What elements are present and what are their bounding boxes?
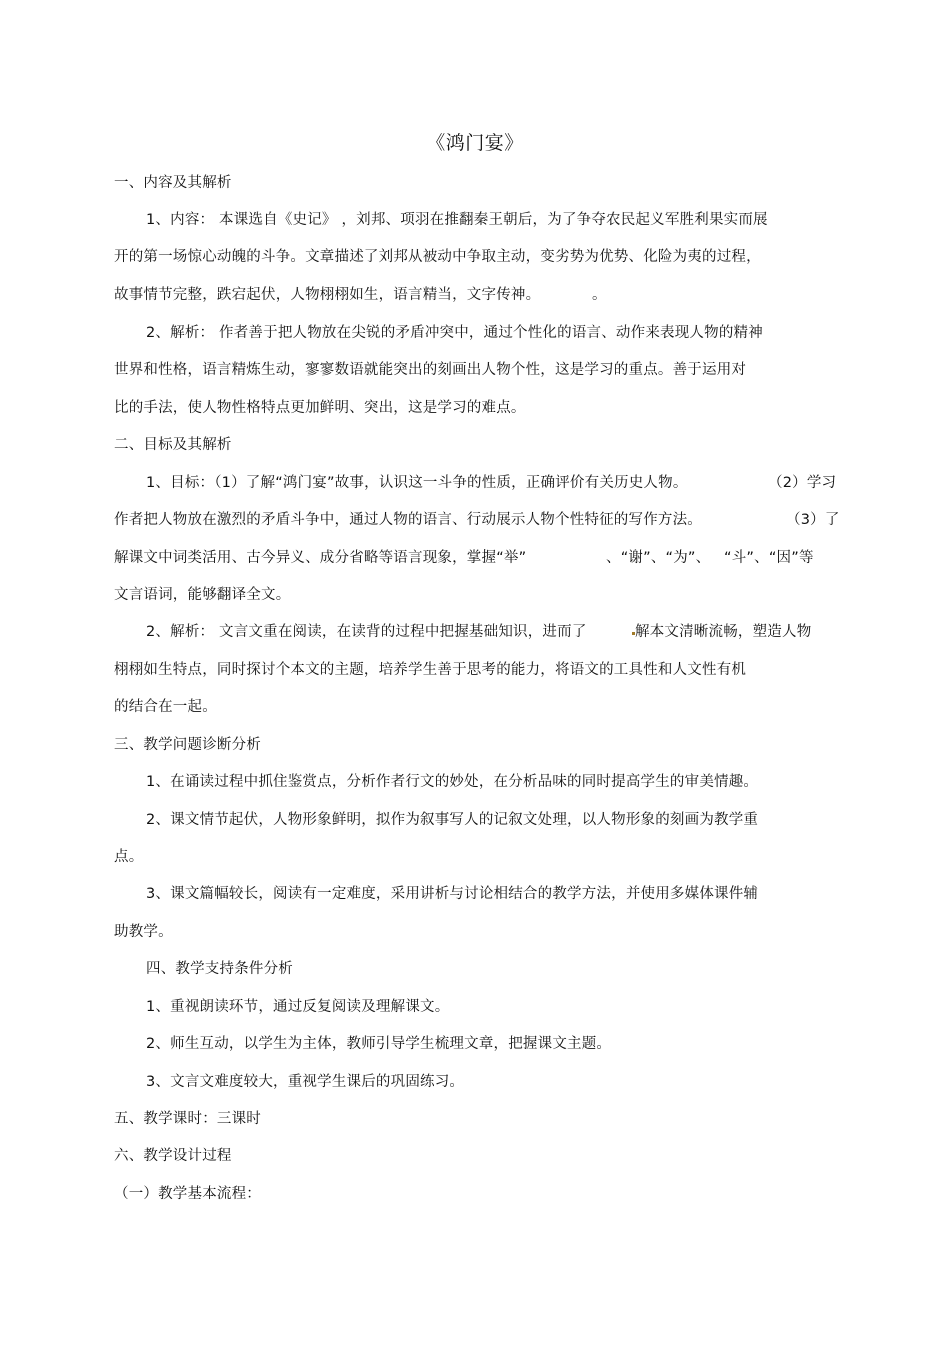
document-title: 《鸿门宴》 bbox=[426, 132, 524, 154]
paragraph-line: 比的手法，使人物性格特点更加鲜明、突出，这是学习的难点。 bbox=[114, 400, 526, 416]
paragraph-line: 的结合在一起。 bbox=[114, 699, 217, 715]
paragraph-line-fragment: 、“谢”、“为”、 bbox=[606, 550, 711, 566]
paragraph-line-fragment: （2）学习 bbox=[768, 475, 837, 491]
paragraph-line: 解课文中词类活用、古今异义、成分省略等语言现象，掌握“举” bbox=[114, 550, 527, 566]
paragraph-line: 栩栩如生特点，同时探讨个本文的主题，培养学生善于思考的能力，将语文的工具性和人文性有机 bbox=[114, 662, 747, 678]
paragraph-line-fragment: （3）了 bbox=[786, 512, 840, 528]
section-heading-5: 五、教学课时：三课时 bbox=[114, 1111, 261, 1127]
paragraph-line: 2、解析： 作者善于把人物放在尖锐的矛盾冲突中，通过个性化的语言、动作来表现人物的精神 bbox=[146, 325, 763, 341]
list-item: 3、文言文难度较大，重视学生课后的巩固练习。 bbox=[146, 1074, 465, 1090]
section-heading-6: 六、教学设计过程 bbox=[114, 1148, 232, 1164]
section-heading-1: 一、内容及其解析 bbox=[114, 175, 232, 191]
list-item-continuation: 点。 bbox=[114, 849, 144, 865]
paragraph-line: 1、内容： 本课选自《史记》 ，刘邦、项羽在推翻秦王朝后，为了争夺农民起义军胜利果实而展 bbox=[146, 212, 768, 228]
list-item: 2、课文情节起伏，人物形象鲜明，拟作为叙事写人的记叙文处理，以人物形象的刻画为教学重 bbox=[146, 812, 759, 828]
list-item: 1、重视朗读环节，通过反复阅读及理解课文。 bbox=[146, 999, 450, 1015]
list-item: 1、在诵读过程中抓住鉴赏点，分析作者行文的妙处，在分析品味的同时提高学生的审美情趣。 bbox=[146, 774, 759, 790]
section-heading-2: 二、目标及其解析 bbox=[114, 437, 232, 453]
paragraph-line-fragment bbox=[628, 622, 811, 642]
paragraph-line: 文言语词，能够翻译全文。 bbox=[114, 587, 291, 603]
paragraph-line: 2、解析： 文言文重在阅读，在读背的过程中把握基础知识，进而了 bbox=[146, 624, 587, 640]
paragraph-line: 开的第一场惊心动魄的斗争。文章描述了刘邦从被动中争取主动，变劣势为优势、化险为夷的过程， bbox=[114, 249, 761, 265]
list-item: 2、师生互动，以学生为主体，教师引导学生梳理文章，把握课文主题。 bbox=[146, 1036, 612, 1052]
paragraph-line: 1、目标：（1）了解“鸿门宴”故事，认识这一斗争的性质，正确评价有关历史人物。 bbox=[146, 475, 688, 491]
subsection-heading: （一）教学基本流程： bbox=[114, 1186, 261, 1202]
paragraph-line: 世界和性格，语言精炼生动，寥寥数语就能突出的刻画出人物个性，这是学习的重点。善于运用对 bbox=[114, 362, 747, 378]
paragraph-text: 解本文清晰流畅，塑造人物 bbox=[635, 624, 812, 640]
section-heading-4: 四、教学支持条件分析 bbox=[146, 961, 293, 977]
paragraph-line: 作者把人物放在激烈的矛盾斗争中，通过人物的语言、行动展示人物个性特征的写作方法。 bbox=[114, 512, 702, 528]
paragraph-line: 故事情节完整，跌宕起伏，人物栩栩如生，语言精当，文字传神。 bbox=[114, 287, 541, 303]
list-item: 3、课文篇幅较长，阅读有一定难度，采用讲析与讨论相结合的教学方法，并使用多媒体课件辅 bbox=[146, 886, 759, 902]
paragraph-line-tail: 。 bbox=[592, 287, 607, 303]
section-heading-3: 三、教学问题诊断分析 bbox=[114, 737, 261, 753]
paragraph-line-fragment: “斗”、“因”等 bbox=[724, 550, 814, 566]
list-item-continuation: 助教学。 bbox=[114, 924, 173, 940]
